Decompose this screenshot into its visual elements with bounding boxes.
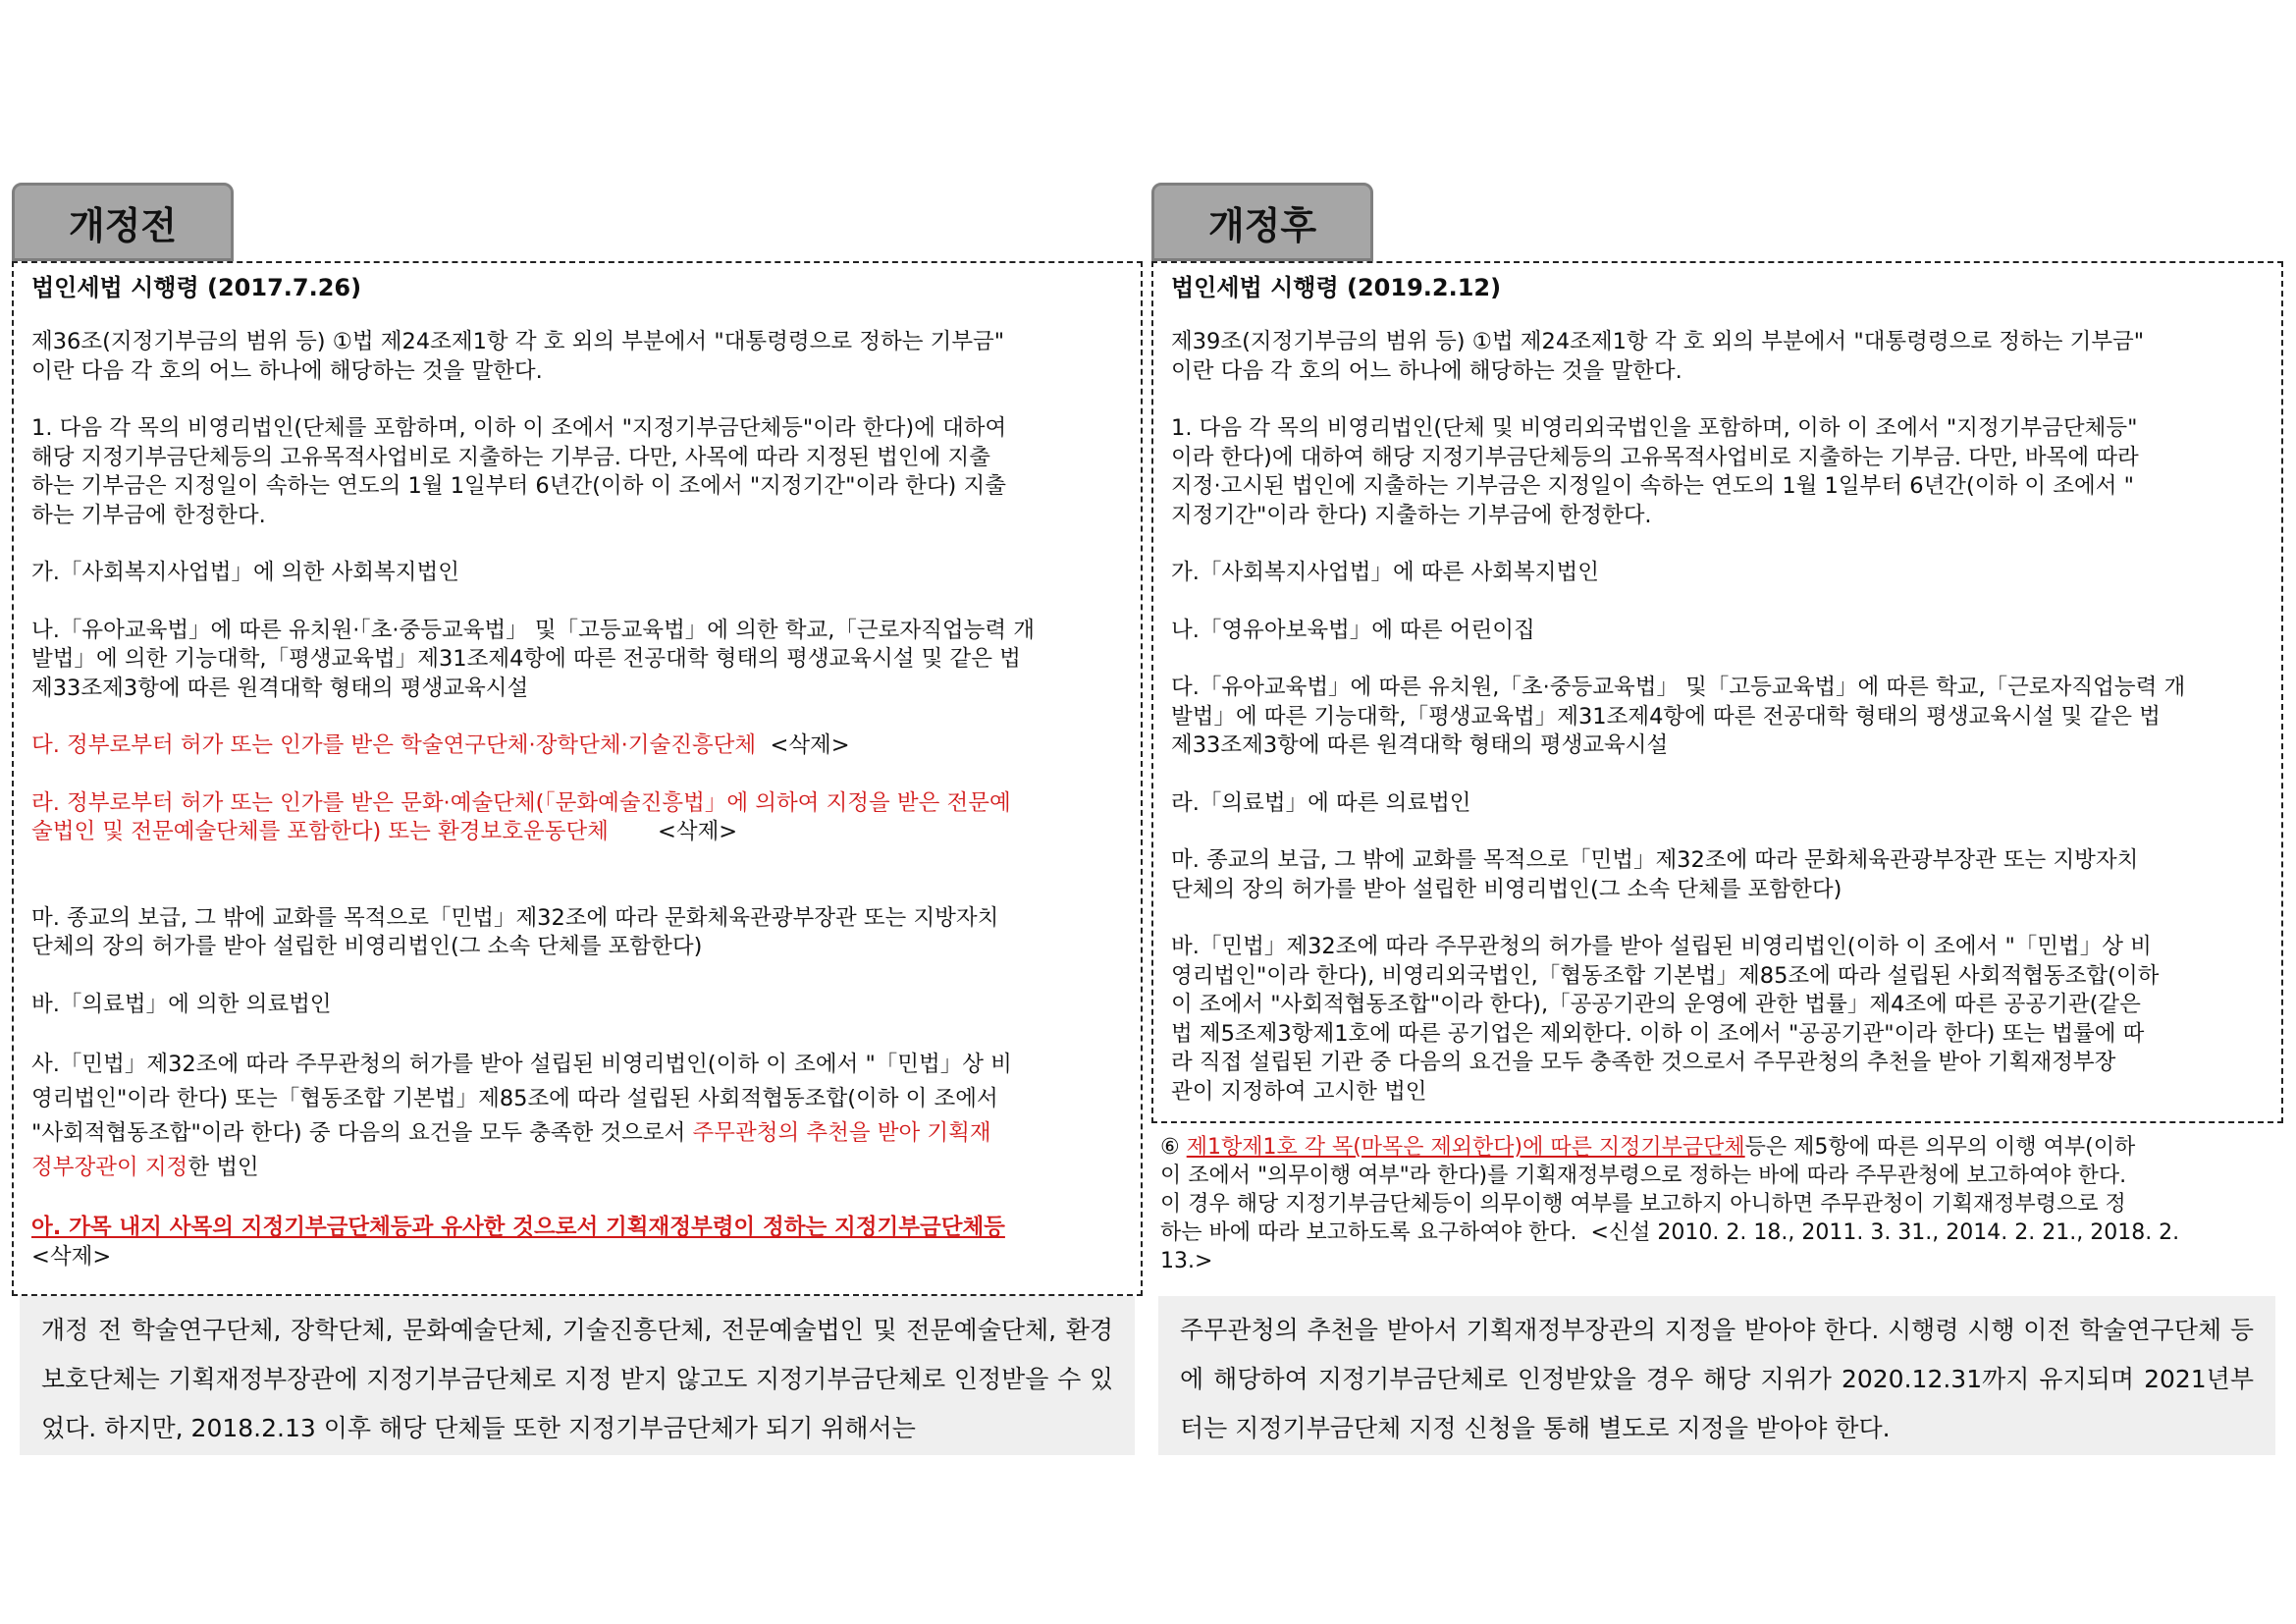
after-item-ma: 마. 종교의 보급, 그 밖에 교화를 목적으로「민법」제32조에 따라 문화체육관광부장관 또는 지방자치 단체의 장의 허가를 받아 설립한 비영리법인(그 소속 단체를 포함한다) [1171, 847, 2139, 902]
before-doc-title: 법인세법 시행령 (2017.7.26) [31, 274, 362, 301]
before-item-ba: 바.「의료법」에 의한 의료법인 [31, 991, 332, 1017]
after-p6-text: 등은 제5항에 따른 의무의 이행 여부(이하 이 조에서 "의무이행 여부"라 한다)를 기획재정부령으로 정하는 바에 따라 주무관청에 보고하여야 한다. 이 경우 해당 지정기부금단체등이 의무이행 여부를 보고하지 아니하면 주무관청이 기획재정부령으로 정 하는 바에 따라 보고하도록 요구하여야 한다. <신설 2010. 2. 18., 2011. 3. 31., 2014. 2. 21., 2018. 2. 13.> [1160, 1135, 2180, 1273]
before-item-ga: 가.「사회복지사업법」에 의한 사회복지법인 [31, 560, 459, 585]
before-item-ra-text: 라. 정부로부터 허가 또는 인가를 받은 문화·예술단체(「문화예술진흥법」에 의하여 지정을 받은 전문예 술법인 및 전문예술단체를 포함한다) 또는 환경보호운동단체 [31, 789, 1011, 844]
before-item-sa [31, 1048, 1131, 1185]
after-item1: 1. 다음 각 목의 비영리법인(단체 및 비영리외국법인을 포함하며, 이하 이 조에서 "지정기부금단체등" 이라 한다)에 대하여 해당 지정기부금단체등의 고유목적사업비로 지출하는 기부금. 다만, 바목에 따라 지정·고시된 법인에 지출하는 기부금은 지정일이 속하는 연도의 1월 1일부터 6년간(이하 이 조에서 " 지정기간"이라 한다) 지출하는 기부금에 한정한다. [1171, 415, 2139, 528]
after-panel [1151, 261, 2283, 1123]
before-item-sa-highlight: 주무관청의 추천을 받아 기획재 정부장관이 지정 [31, 1120, 991, 1180]
after-item-da: 다.「유아교육법」에 따른 유치원,「초·중등교육법」 및「고등교육법」에 따른 학교,「근로자직업능력 개 발법」에 따른 기능대학,「평생교육법」제31조제4항에 따른 전공대학 형태의 평생교육시설 및 같은 법 제33조제3항에 따른 원격대학 형태의 평생교육시설 [1171, 675, 2186, 758]
after-intro: 제39조(지정기부금의 범위 등) ①법 제24조제1항 각 호 외의 부분에서 "대통령령으로 정하는 기부금" 이란 다음 각 호의 어느 하나에 해당하는 것을 말한다. [1171, 329, 2145, 384]
tab-before [12, 183, 234, 261]
before-item-a [31, 1214, 1131, 1272]
after-item-na: 나.「영유아보육법」에 따른 어린이집 [1171, 617, 1535, 643]
before-item-da-tag: <삭제> [756, 732, 850, 758]
after-item-ra: 라.「의료법」에 따른 의료법인 [1171, 789, 1471, 816]
after-note-text: 주무관청의 추천을 받아서 기획재정부장관의 지정을 받아야 한다. 시행령 시행 이전 학술연구단체 등에 해당하여 지정기부금단체로 인정받았을 경우 해당 지위가 2020.12.31까지 유지되며 2021년부터는 지정기부금단체 지정 신청을 통해 별도로 지정을 받아야 한다. [1180, 1316, 2254, 1442]
after-paragraph-6 [1160, 1133, 2277, 1275]
before-item-ma: 마. 종교의 보급, 그 밖에 교화를 목적으로「민법」제32조에 따라 문화체육관광부장관 또는 지방자치 단체의 장의 허가를 받아 설립한 비영리법인(그 소속 단체를 포함한다) [31, 904, 999, 959]
before-item-na: 나.「유아교육법」에 따른 유치원·「초·중등교육법」 및「고등교육법」에 의한 학교,「근로자직업능력 개 발법」에 의한 기능대학,「평생교육법」제31조제4항에 따른 전공대학 형태의 평생교육시설 및 같은 법 제33조제3항에 따른 원격대학 형태의 평생교육시설 [31, 617, 1035, 701]
after-doc-title: 법인세법 시행령 (2019.2.12) [1171, 274, 1502, 301]
before-item-a-tag: <삭제> [31, 1243, 112, 1270]
before-item-da [31, 731, 1131, 761]
tab-after-label: 개정후 [1207, 203, 1317, 247]
before-item-da-text: 다. 정부로부터 허가 또는 인가를 받은 학술연구단체·장학단체·기술진흥단체 [31, 732, 757, 758]
before-note [20, 1296, 1135, 1455]
tab-before-label: 개정전 [68, 203, 178, 247]
before-item-sa-tail: 한 법인 [187, 1155, 259, 1180]
before-note-text: 개정 전 학술연구단체, 장학단체, 문화예술단체, 기술진흥단체, 전문예술법인 및 전문예술단체, 환경보호단체는 기획재정부장관에 지정기부금단체로 지정 받지 않고도 지정기부금단체로 인정받을 수 있었다. 하지만, 2018.2.13 이후 해당 단체들 또한 지정기부금단체가 되기 위해서는 [41, 1316, 1113, 1442]
before-item-ra [31, 789, 1131, 847]
after-p6-highlight: 제1항제1호 각 목(마목은 제외한다)에 따른 지정기부금단체 [1186, 1135, 1745, 1160]
before-item1: 1. 다음 각 목의 비영리법인(단체를 포함하며, 이하 이 조에서 "지정기부금단체등"이라 한다)에 대하여 해당 지정기부금단체등의 고유목적사업비로 지출하는 기부금. 다만, 사목에 따라 지정된 법인에 지출 하는 기부금은 지정일이 속하는 연도의 1월 1일부터 6년간(이하 이 조에서 "지정기간"이라 한다) 지출 하는 기부금에 한정한다. [31, 415, 1007, 528]
after-item-ga: 가.「사회복지사업법」에 따른 사회복지법인 [1171, 560, 1599, 585]
after-item-ba: 바.「민법」제32조에 따라 주무관청의 허가를 받아 설립된 비영리법인(이하 이 조에서 "「민법」상 비 영리법인"이라 한다), 비영리외국법인,「협동조합 기본법」제85조에 따라 설립된 사회적협동조합(이하 이 조에서 "사회적협동조합"이라 한다),「공공기관의 운영에 관한 법률」제4조에 따른 공공기관(같은 법 제5조제3항제1호에 따른 공기업은 제외한다. 이하 이 조에서 "공공기관"이라 한다) 또는 법률에 따 라 직접 설립된 기관 중 다음의 요건을 모두 충족한 것으로서 주무관청의 추천을 받아 기획재정부장 관이 지정하여 고시한 법인 [1171, 934, 2160, 1105]
before-item-ra-tag: <삭제> [608, 819, 738, 844]
after-note [1158, 1296, 2275, 1455]
tab-after [1151, 183, 1373, 261]
before-panel [12, 261, 1143, 1296]
before-intro: 제36조(지정기부금의 범위 등) ①법 제24조제1항 각 호 외의 부분에서 "대통령령으로 정하는 기부금" 이란 다음 각 호의 어느 하나에 해당하는 것을 말한다. [31, 329, 1005, 384]
before-item-sa-text: 사.「민법」제32조에 따라 주무관청의 허가를 받아 설립된 비영리법인(이하 이 조에서 "「민법」상 비 영리법인"이라 한다) 또는「협동조합 기본법」제85조에 따라 설립된 사회적협동조합(이하 이 조에서 "사회적협동조합"이라 한다) 중 다음의 요건을 모두 충족한 것으로서 [31, 1052, 1012, 1146]
after-p6-mark: ⑥ [1160, 1135, 1187, 1160]
after-p6 [1160, 1133, 2277, 1275]
before-item-a-text: 아. 가목 내지 사목의 지정기부금단체등과 유사한 것으로서 기획재정부령이 정하는 지정기부금단체등 [31, 1215, 1005, 1240]
